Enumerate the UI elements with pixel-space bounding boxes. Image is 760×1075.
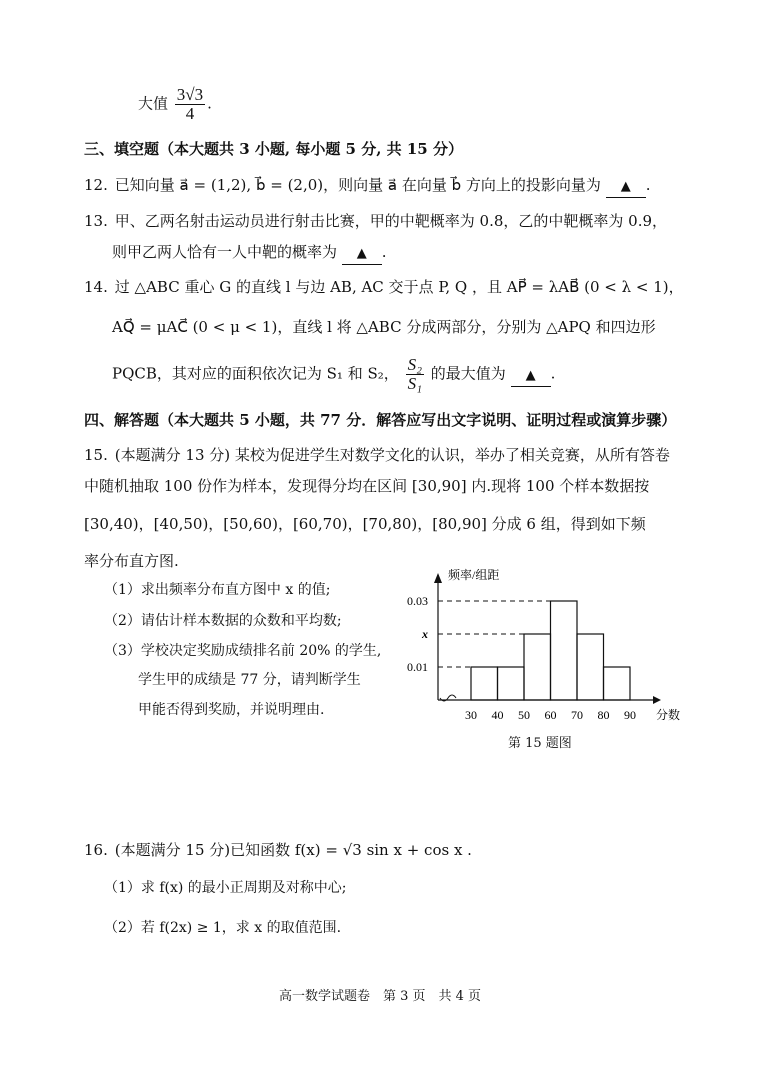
y-axis-arrow <box>434 573 442 583</box>
question-14-text: 过 △ABC 重心 G 的直线 l 与边 AB, AC 交于点 P, Q ，且 AP⃗ = λAB⃗ (0 < λ < 1)， <box>114 278 684 296</box>
question-number: 16. <box>84 841 108 859</box>
x-tick-label: 70 <box>571 708 583 722</box>
answer-blank: ▲ <box>342 244 382 265</box>
section-3-heading: 三、填空题（本大题共 3 小题, 每小题 5 分, 共 15 分） <box>84 140 463 158</box>
question-14-line-1 <box>84 277 684 297</box>
y-tick-label: 0.03 <box>407 594 428 608</box>
y-axis-label: 频率/组距 <box>448 568 500 582</box>
question-14-line-3 <box>112 356 555 393</box>
question-13-text-2: 则甲乙两人恰有一人中靶的概率为 <box>112 243 338 261</box>
x-tick-label: 80 <box>597 708 610 722</box>
intro-suffix: . <box>207 94 212 113</box>
intro-fraction-numerator: 3√3 <box>176 85 204 104</box>
question-12 <box>84 175 650 198</box>
question-14-text-3b: 的最大值为 <box>430 364 506 383</box>
x-tick-label: 50 <box>518 708 530 722</box>
x-tick-label: 30 <box>465 708 477 722</box>
histogram-bar-1 <box>471 667 498 700</box>
intro-prefix: 大值 <box>138 94 169 113</box>
question-16-sub-2: （2）若 f(2x) ≥ 1，求 x 的取值范围. <box>104 920 342 936</box>
histogram-bar-2 <box>498 667 525 700</box>
question-15-line-3: [30,40)，[40,50)，[50,60)，[60,70)，[70,80)，[80,90] 分成 6 组，得到如下频 <box>84 515 646 533</box>
question-14-text-3a: PQCB，其对应的面积依次记为 S₁ 和 S₂， <box>112 364 399 383</box>
question-13-line-1 <box>84 211 667 231</box>
question-12-end: . <box>645 176 651 194</box>
question-number: 15. <box>84 446 108 464</box>
answer-blank: ▲ <box>511 366 551 387</box>
x-tick-label: 60 <box>544 708 557 722</box>
question-13-end: . <box>381 243 387 261</box>
intro-fraction-denominator: 4 <box>185 104 195 123</box>
question-12-text: 已知向量 a⃗ = (1,2), b⃗ = (2,0)，则向量 a⃗ 在向量 b⃗ 方向上的投影向量为 <box>114 176 601 194</box>
answer-blank: ▲ <box>606 177 646 198</box>
ratio-denominator: S₁ <box>407 374 422 393</box>
question-15-sub-3a: （3）学校决定奖励成绩排名前 20% 的学生, <box>104 643 382 659</box>
x-axis-arrow <box>653 696 661 704</box>
histogram-bar-3 <box>524 634 551 700</box>
question-15-text-1: (本题满分 13 分) 某校为促进学生对数学文化的认识，举办了相关竞赛，从所有答卷 <box>114 446 670 464</box>
y-tick-label: x <box>422 627 428 641</box>
question-14-end: . <box>550 364 556 383</box>
question-number: 12. <box>84 176 108 194</box>
histogram-bar-5 <box>577 634 604 700</box>
question-15-line-2: 中随机抽取 100 份作为样本，发现得分均在区间 [30,90] 内.现将 100 个样本数据按 <box>84 477 650 495</box>
question-16-text: (本题满分 15 分)已知函数 f(x) = √3 sin x + cos x . <box>114 841 472 859</box>
question-15-sub-2: （2）请估计样本数据的众数和平均数; <box>104 613 342 629</box>
section-4-heading: 四、解答题（本大题共 5 小题，共 77 分．解答应写出文字说明、证明过程或演算步骤） <box>84 411 677 429</box>
question-13-line-2 <box>112 242 387 265</box>
x-tick-label: 90 <box>624 708 636 722</box>
question-16-line-1 <box>84 840 472 860</box>
question-15-sub-3c: 甲能否得到奖励，并说明理由. <box>138 702 325 718</box>
page-footer: 高一数学试题卷 第 3 页 共 4 页 <box>278 989 482 1004</box>
histogram-bar-4 <box>551 601 578 700</box>
question-15-sub-1: （1）求出频率分布直方图中 x 的值; <box>104 582 331 598</box>
question-16-sub-1: （1）求 f(x) 的最小正周期及对称中心; <box>104 880 347 896</box>
ratio-fraction <box>406 356 424 393</box>
question-15-sub-3b: 学生甲的成绩是 77 分，请判断学生 <box>138 672 361 688</box>
x-axis-label: 分数 <box>656 708 681 722</box>
question-14-line-2: AQ⃗ = μAC⃗ (0 < μ < 1)，直线 l 将 △ABC 分成两部分，分别为 △APQ 和四边形 <box>112 318 656 336</box>
figure-caption: 第 15 题图 <box>508 736 572 751</box>
intro-line <box>138 86 212 123</box>
question-15-line-4: 率分布直方图. <box>84 552 179 570</box>
frequency-histogram <box>398 565 688 745</box>
y-tick-label: 0.01 <box>407 660 428 674</box>
ratio-numerator: S₂ <box>407 355 422 374</box>
x-tick-label: 40 <box>491 708 504 722</box>
question-15-line-1 <box>84 445 670 465</box>
question-number: 13. <box>84 212 108 230</box>
intro-fraction <box>175 86 205 123</box>
question-number: 14. <box>84 278 108 296</box>
question-13-text: 甲、乙两名射击运动员进行射击比赛，甲的中靶概率为 0.8，乙的中靶概率为 0.9， <box>114 212 668 230</box>
histogram-bar-6 <box>604 667 631 700</box>
